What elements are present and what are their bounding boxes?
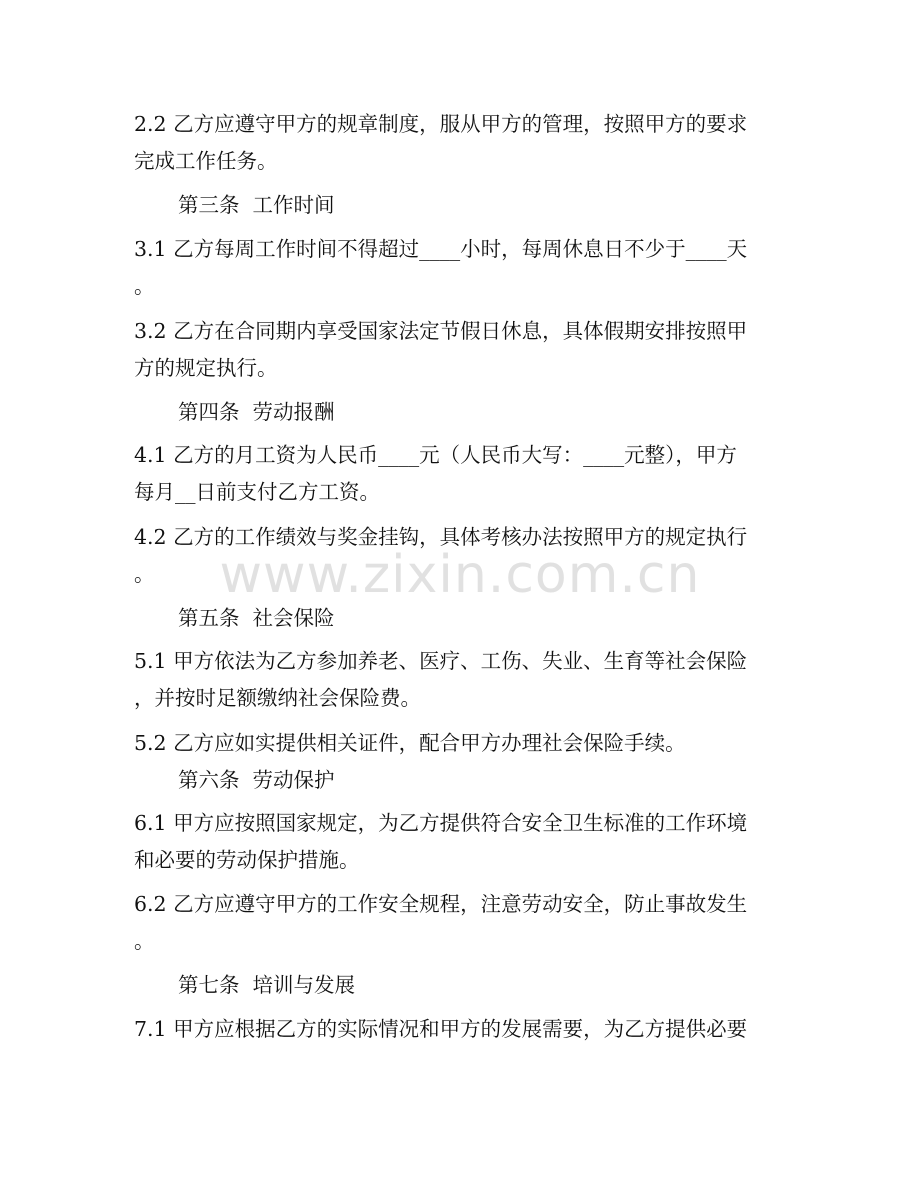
- clause-4-2-line-1: 4.2 乙方的工作绩效与奖金挂钩，具体考核办法按照甲方的规定执行: [134, 525, 748, 549]
- clause-3-1-line-1: 3.1 乙方每周工作时间不得超过____小时，每周休息日不少于____天: [134, 237, 748, 261]
- article-3-heading: 第三条 工作时间: [178, 193, 335, 217]
- clause-3-1-line-2: 。: [134, 274, 155, 298]
- clause-3-2-line-2: 方的规定执行。: [134, 356, 278, 380]
- clause-6-2-line-2: 。: [134, 929, 155, 953]
- article-4-heading: 第四条 劳动报酬: [178, 400, 335, 424]
- watermark: www.zixin.com.cn: [219, 545, 701, 605]
- clause-5-2-line-1: 5.2 乙方应如实提供相关证件，配合甲方办理社会保险手续。: [134, 731, 686, 755]
- clause-2-2-line-1: 2.2 乙方应遵守甲方的规章制度，服从甲方的管理，按照甲方的要求: [134, 112, 748, 136]
- clause-5-1-line-1: 5.1 甲方依法为乙方参加养老、医疗、工伤、失业、生育等社会保险: [134, 649, 748, 673]
- article-6-heading: 第六条 劳动保护: [178, 768, 335, 792]
- clause-6-1-line-1: 6.1 甲方应按照国家规定，为乙方提供符合安全卫生标准的工作环境: [134, 811, 748, 835]
- clause-4-2-line-2: 。: [134, 562, 155, 586]
- clause-5-1-line-2: ，并按时足额缴纳社会保险费。: [134, 686, 421, 710]
- clause-6-1-line-2: 和必要的劳动保护措施。: [134, 848, 360, 872]
- clause-2-2-line-2: 完成工作任务。: [134, 149, 278, 173]
- clause-4-1-line-1: 4.1 乙方的月工资为人民币____元（人民币大写：____元整），甲方: [134, 443, 737, 467]
- article-5-heading: 第五条 社会保险: [178, 606, 335, 630]
- clause-4-1-line-2: 每月__日前支付乙方工资。: [134, 480, 380, 504]
- clause-6-2-line-1: 6.2 乙方应遵守甲方的工作安全规程，注意劳动安全，防止事故发生: [134, 892, 748, 916]
- clause-3-2-line-1: 3.2 乙方在合同期内享受国家法定节假日休息，具体假期安排按照甲: [134, 319, 748, 343]
- clause-7-1-line-1: 7.1 甲方应根据乙方的实际情况和甲方的发展需要，为乙方提供必要: [134, 1017, 748, 1041]
- article-7-heading: 第七条 培训与发展: [178, 973, 356, 997]
